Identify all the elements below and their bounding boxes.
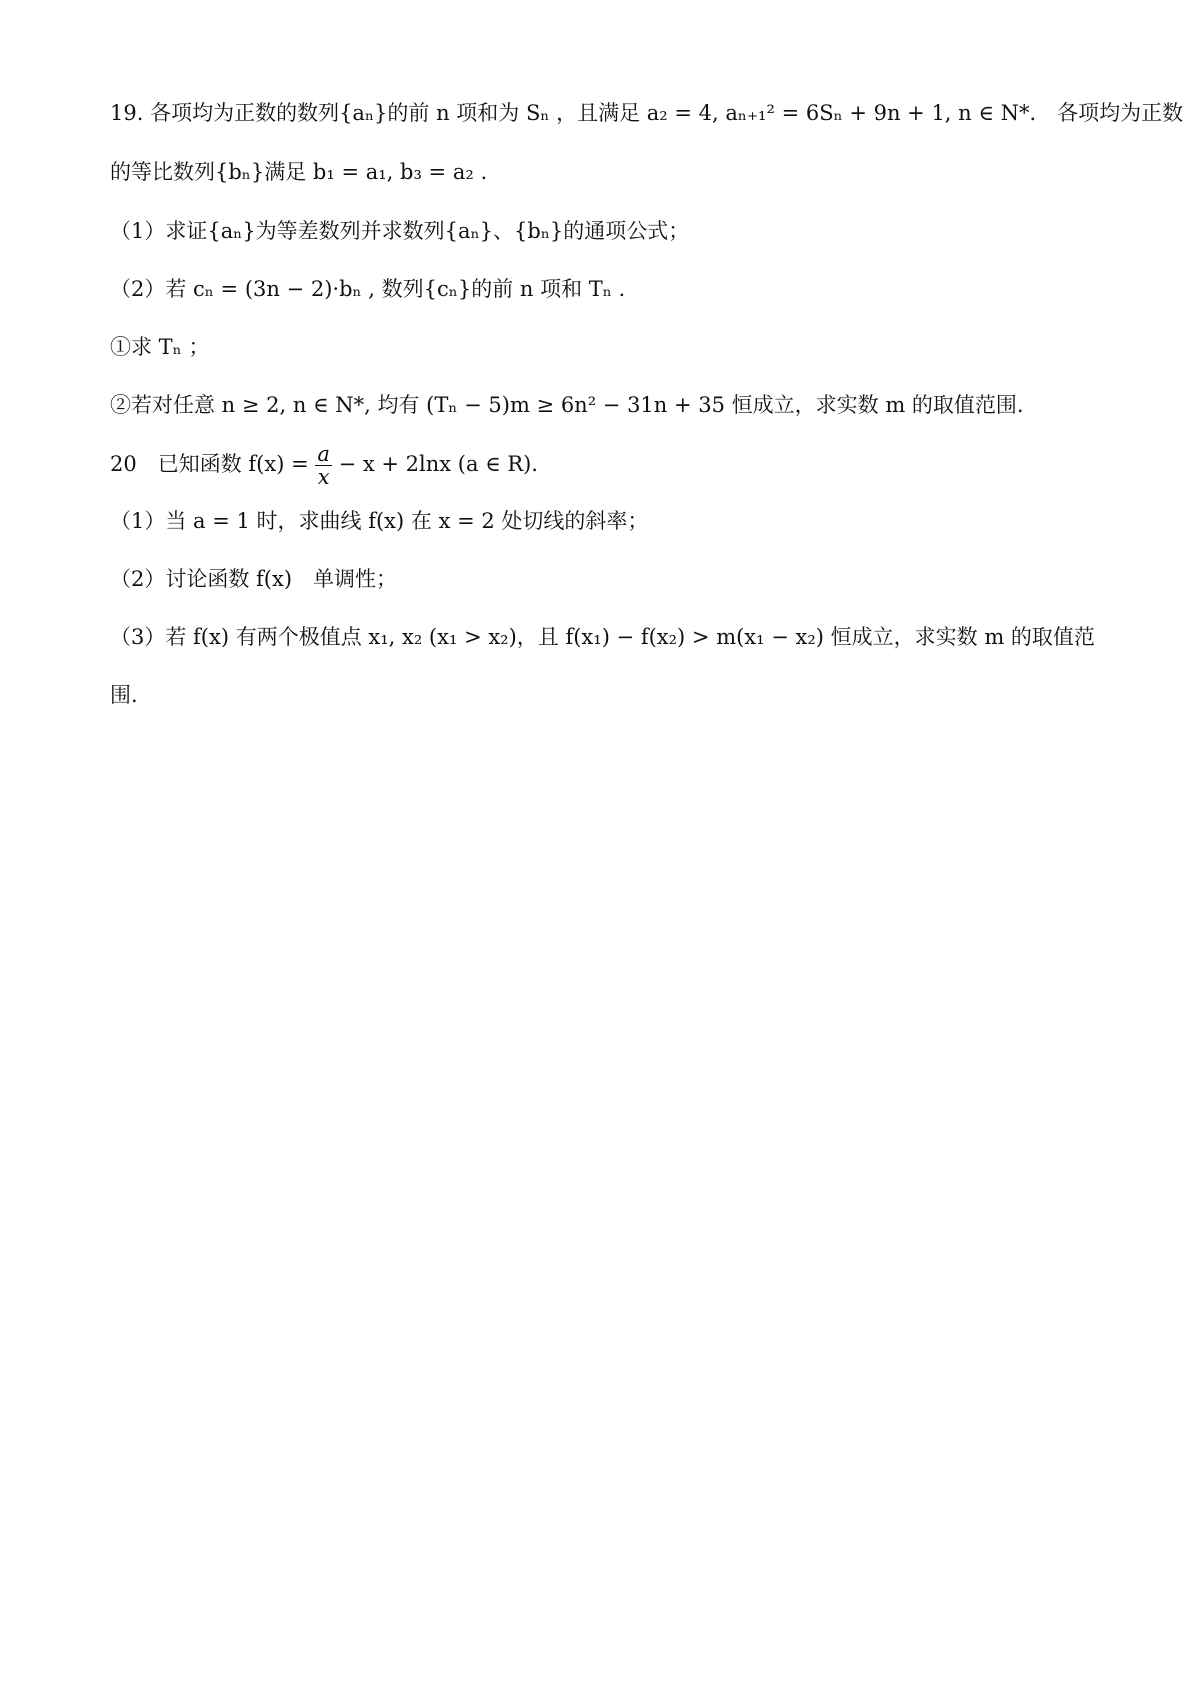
fraction-numerator: a (317, 442, 330, 466)
problem-20-part-3-continued: 围. (110, 683, 138, 707)
problem-20-intro-prefix: 20 已知函数 f(x) = (110, 452, 309, 476)
problem-20-part-1: （1）当 a = 1 时，求曲线 f(x) 在 x = 2 处切线的斜率； (110, 509, 649, 533)
problem-20-part-2: （2）讨论函数 f(x) 单调性； (110, 567, 398, 591)
problem-20-intro (110, 440, 1100, 488)
fraction-denominator: x (317, 465, 330, 489)
fraction-a-over-x (315, 443, 332, 488)
problem-19-line-1: 19. 各项均为正数的数列{aₙ}的前 n 项和为 Sₙ ，且满足 a₂ = 4, aₙ₊₁² = 6Sₙ + 9n + 1, n ∈ N*． 各项均为正数 (110, 101, 1184, 125)
problem-19-sub-1: ①求 Tₙ ； (110, 335, 210, 359)
problem-19-part-2: （2）若 cₙ = (3n − 2)·bₙ , 数列{cₙ}的前 n 项和 Tₙ . (110, 277, 626, 301)
problem-20-part-3: （3）若 f(x) 有两个极值点 x₁, x₂ (x₁ > x₂)，且 f(x₁) − f(x₂) > m(x₁ − x₂) 恒成立，求实数 m 的取值范 (110, 625, 1095, 649)
problem-19-line-2: 的等比数列{bₙ}满足 b₁ = a₁, b₃ = a₂ . (110, 160, 488, 184)
problem-19-sub-2: ②若对任意 n ≥ 2, n ∈ N*, 均有 (Tₙ − 5)m ≥ 6n² − 31n + 35 恒成立，求实数 m 的取值范围. (110, 393, 1024, 417)
problem-20-intro-suffix: − x + 2lnx (a ∈ R)． (338, 452, 553, 476)
problem-19-part-1: （1）求证{aₙ}为等差数列并求数列{aₙ}、{bₙ}的通项公式； (110, 219, 690, 243)
